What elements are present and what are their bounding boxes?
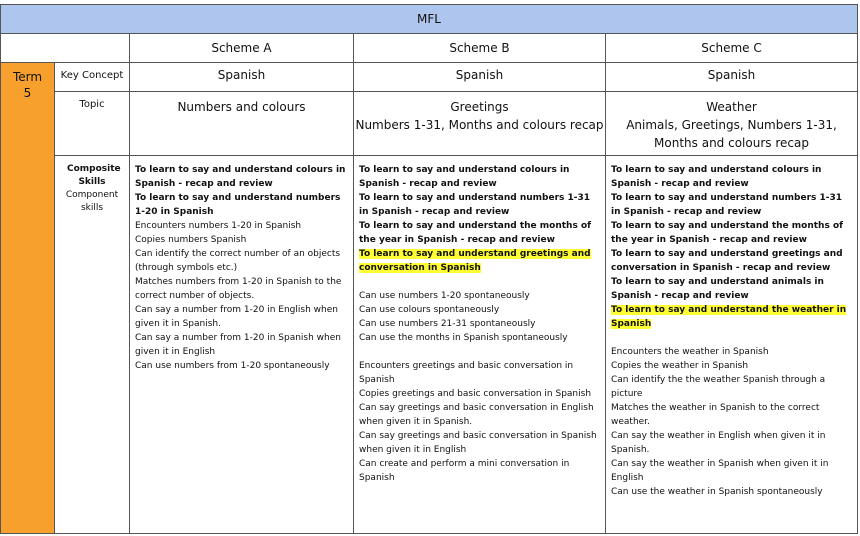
term-label: Term (12, 70, 43, 84)
key-concept-a: Spanish (129, 62, 354, 92)
objective: To learn to say and understand greetings and conversation in Spanish - recap and review (611, 249, 843, 273)
column-header-scheme-a: Scheme A (129, 33, 354, 63)
skill-item: Can say greetings and basic conversation in Spanish when given it in English (359, 431, 597, 455)
topic-b-line: Numbers 1-31, Months and colours recap (355, 118, 604, 132)
topic-b (353, 91, 606, 156)
objective: To learn to say and understand the months of the year in Spanish - recap and review (611, 221, 844, 245)
skill-item: Can say the weather in English when given it in Spanish. (611, 431, 826, 455)
component-skills-label: Component skills (65, 190, 119, 213)
skill-item: Can use colours spontaneously (359, 305, 500, 315)
objective: To learn to say and understand animals in Spanish - recap and review (611, 277, 824, 301)
topic-c (605, 91, 858, 156)
objective: To learn to say and understand numbers 1-20 in Spanish (135, 193, 341, 217)
highlighted-objective: To learn to say and understand greetings and conversation in Spanish (359, 249, 591, 273)
skill-item: Can use the weather in Spanish spontaneously (611, 487, 823, 497)
skill-item: Copies numbers Spanish (135, 235, 247, 245)
objective: To learn to say and understand colours in Spanish - recap and review (359, 165, 570, 189)
topic-a (129, 91, 354, 156)
skill-item: Encounters the weather in Spanish (611, 347, 769, 357)
objective: To learn to say and understand numbers 1-31 in Spanish - recap and review (359, 193, 591, 217)
skills-label (54, 155, 130, 534)
skill-item: Can use numbers 1-20 spontaneously (359, 291, 530, 301)
objective: To learn to say and understand colours in Spanish - recap and review (135, 165, 346, 189)
skill-item: Copies the weather in Spanish (611, 361, 749, 371)
topic-a-line: Numbers and colours (177, 100, 306, 114)
skills-scheme-a (129, 155, 354, 534)
topic-b-line: Greetings (450, 100, 509, 114)
corner-cell (0, 33, 130, 63)
objective: To learn to say and understand the months of the year in Spanish - recap and review (359, 221, 592, 245)
skills-scheme-c (605, 155, 858, 534)
column-header-scheme-c: Scheme C (605, 33, 858, 63)
skill-item: Can identify the correct number of an objects (through symbols etc.) (135, 249, 341, 273)
topic-c-line: Weather (706, 100, 757, 114)
topic-label: Topic (54, 91, 130, 156)
composite-skills-label: Composite Skills (67, 164, 121, 187)
key-concept-c: Spanish (605, 62, 858, 92)
key-concept-b: Spanish (353, 62, 606, 92)
skill-item: Encounters numbers 1-20 in Spanish (135, 221, 302, 231)
topic-c-line: Animals, Greetings, Numbers 1-31, (626, 118, 837, 132)
skill-item: Can use the months in Spanish spontaneously (359, 333, 568, 343)
topic-c-line: Months and colours recap (654, 136, 809, 150)
column-header-scheme-b: Scheme B (353, 33, 606, 63)
skill-item: Copies greetings and basic conversation in Spanish (359, 389, 592, 399)
term-cell (0, 62, 55, 534)
skill-item: Matches the weather in Spanish to the correct weather. (611, 403, 820, 427)
objective: To learn to say and understand colours in Spanish - recap and review (611, 165, 822, 189)
skill-item: Can say a number from 1-20 in Spanish when given it in English (135, 333, 341, 357)
objective: To learn to say and understand numbers 1-31 in Spanish - recap and review (611, 193, 843, 217)
skill-item: Can identify the the weather Spanish through a picture (611, 375, 826, 399)
skill-item: Can use numbers 21-31 spontaneously (359, 319, 536, 329)
skill-item: Can create and perform a mini conversation in Spanish (359, 459, 570, 483)
highlighted-objective: To learn to say and understand the weather in Spanish (611, 305, 847, 329)
skill-item: Encounters greetings and basic conversation in Spanish (359, 361, 574, 385)
skill-item: Matches numbers from 1-20 in Spanish to the correct number of objects. (135, 277, 342, 301)
table-title: MFL (0, 4, 858, 34)
skill-item: Can say the weather in Spanish when given it in English (611, 459, 829, 483)
skills-scheme-b (353, 155, 606, 534)
skill-item: Can use numbers from 1-20 spontaneously (135, 361, 330, 371)
term-number: 5 (23, 86, 32, 100)
skill-item: Can say a number from 1-20 in English when given it in Spanish. (135, 305, 338, 329)
key-concept-label: Key Concept (54, 62, 130, 92)
skill-item: Can say greetings and basic conversation in English when given it in Spanish. (359, 403, 594, 427)
